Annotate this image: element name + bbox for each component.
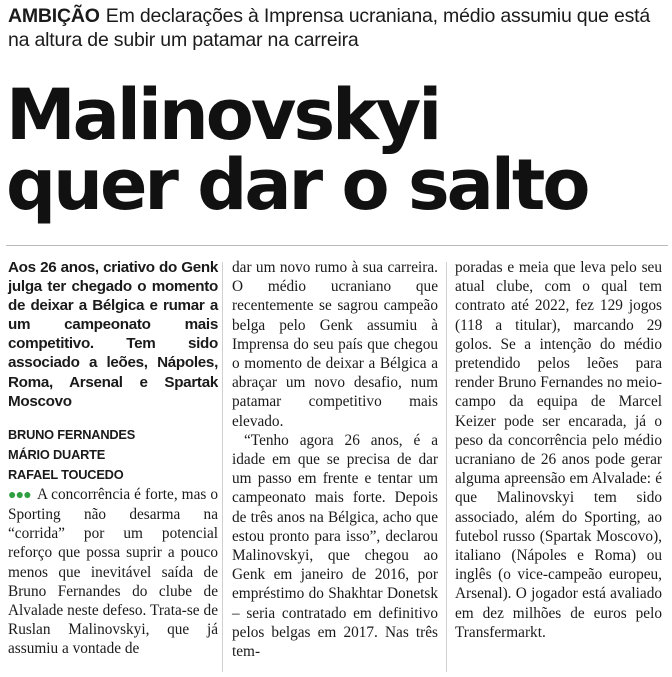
lead-paragraph: Aos 26 anos, criativo do Genk julga ter chegado o momento de deixar a Bélgica e rumar a um campeonato mais competitivo. Tem sido associado a leões, Nápoles, Roma, Arsenal e Spartak Moscovo — [8, 259, 218, 410]
kicker — [8, 4, 668, 52]
headline-line-2: quer dar o salto — [6, 144, 588, 226]
headline-line-1: Malinovskyi — [6, 74, 440, 156]
section-dots-icon: ●●● — [8, 487, 31, 503]
headline-divider — [6, 245, 668, 246]
column-divider — [222, 262, 223, 672]
headline — [6, 74, 670, 226]
article-column-1 — [8, 258, 218, 659]
column-divider — [446, 262, 447, 672]
byline-author: MÁRIO DUARTE — [8, 446, 106, 462]
body-paragraph: “Tenho agora 26 anos, é a idade em que se precisa de dar um passo em frente e tentar um campeonato mais forte. Depois de três anos na Bélgica, acho que estou pronto para isso”, declarou Malinovskyi, que chegou ao Genk em janeiro de 2016, por empréstimo do Shakhtar Donetsk – seria contratado em definitivo pelos belgas em 2017. Nas três tem- — [232, 431, 438, 661]
body-paragraph: ●●● A concorrência é forte, mas o Sporting não desarma na “corrida” por um potencial reforço que possa suprir a pouco menos que inevitável saída de Bruno Fernandes do clube de Alvalade neste defeso. Trata-se de Ruslan Malinovskyi, que já assumiu a vontade de — [8, 485, 218, 658]
article-column-3 — [455, 258, 662, 642]
byline-author: BRUNO FERNANDES — [8, 426, 136, 442]
byline-author: RAFAEL TOUCEDO — [8, 466, 124, 482]
kicker-text: Em declarações à Imprensa ucraniana, médio assumiu que está na altura de subir um patamar na carreira — [8, 5, 651, 51]
article-column-2 — [232, 258, 438, 661]
body-paragraph: dar um novo rumo à sua carreira. O médio ucraniano que recentemente se sagrou campeão belga pelo Genk assumiu à Imprensa do seu país que chegou o momento de deixar a Bélgica a abraçar um novo desafio, num patamar competitivo mais elevado. — [232, 259, 438, 430]
body-paragraph: poradas e meia que leva pelo seu atual clube, com o qual tem contrato até 2022, fez 129 jogos (118 a titular), marcando 29 golos. Se a intenção do médio pretendido pelos leões para render Bruno Fernandes no meio-campo da equipa de Marcel Keizer pode ser encarada, já o peso da concorrência pelo médio ucraniano de 26 anos pode gerar alguma apreensão em Alvalade: é que Malinovskyi tem sido associado, além do Sporting, ao futebol russo (Spartak Moscovo), italiano (Nápoles e Roma) ou inglês (o vice-campeão europeu, Arsenal). O jogador está avaliado em dez milhões de euros pelo Transfermarkt. — [455, 259, 662, 641]
kicker-keyword: AMBIÇÃO — [8, 5, 100, 27]
bylines — [8, 425, 218, 485]
